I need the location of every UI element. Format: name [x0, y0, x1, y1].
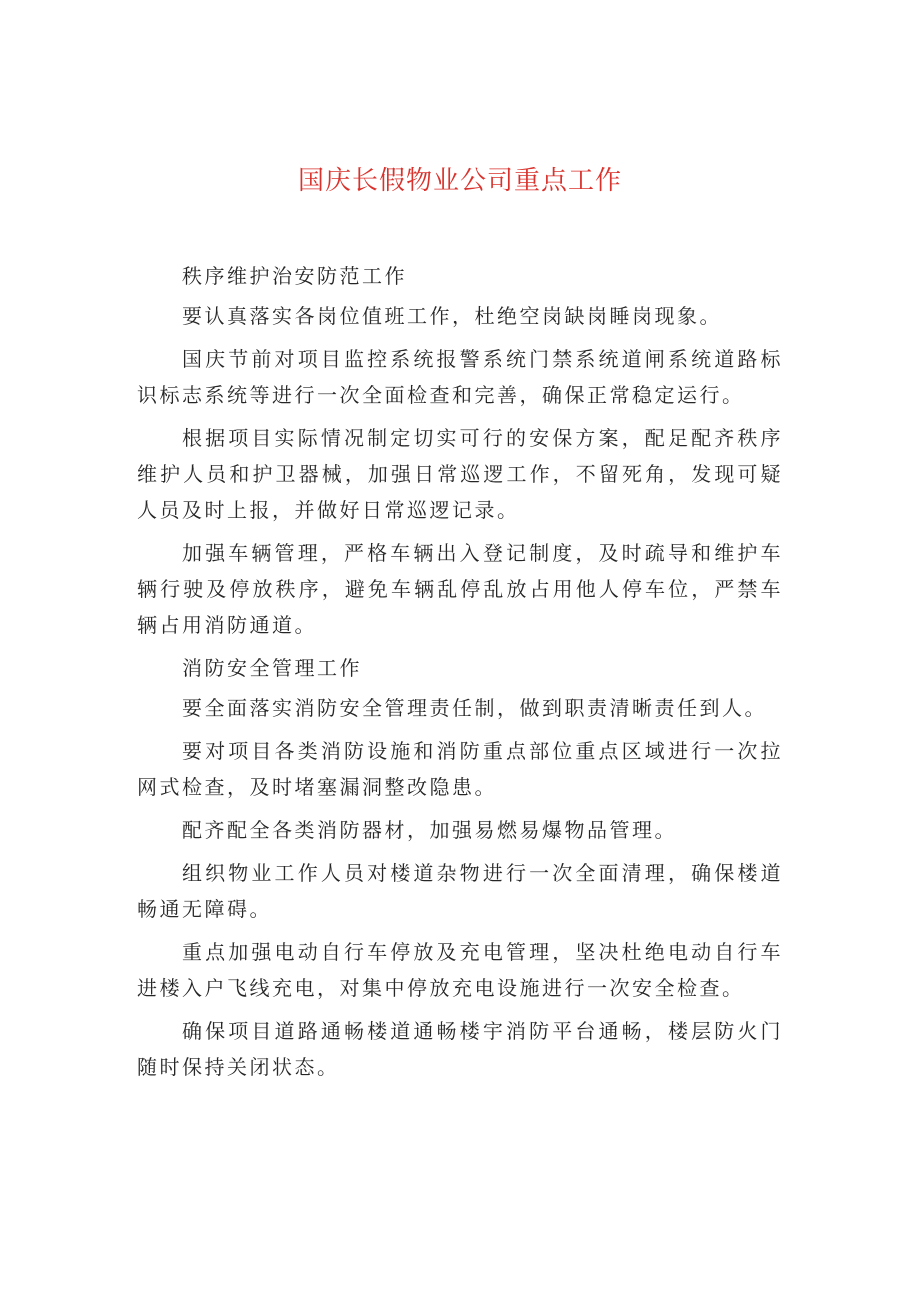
paragraph: 要对项目各类消防设施和消防重点部位重点区域进行一次拉网式检查，及时堵塞漏洞整改隐患。 [137, 739, 783, 799]
paragraph: 组织物业工作人员对楼道杂物进行一次全面清理，确保楼道畅通无障碍。 [137, 861, 783, 921]
paragraph: 确保项目道路通畅楼道通畅楼宇消防平台通畅，楼层防火门随时保持关闭状态。 [137, 1019, 783, 1079]
document-title: 国庆长假物业公司重点工作 [297, 166, 622, 196]
section-heading-security: 秩序维护治安防范工作 [182, 264, 407, 288]
paragraph: 配齐配全各类消防器材，加强易燃易爆物品管理。 [182, 818, 677, 842]
paragraph: 根据项目实际情况制定切实可行的安保方案，配足配齐秩序维护人员和护卫器械，加强日常巡逻工作，不留死角，发现可疑人员及时上报，并做好日常巡逻记录。 [137, 426, 783, 522]
paragraph: 重点加强电动自行车停放及充电管理，坚决杜绝电动自行车进楼入户飞线充电，对集中停放充电设施进行一次安全检查。 [137, 940, 783, 1000]
section-heading-fire-safety: 消防安全管理工作 [182, 656, 362, 680]
paragraph: 加强车辆管理，严格车辆出入登记制度，及时疏导和维护车辆行驶及停放秩序，避免车辆乱停乱放占用他人停车位，严禁车辆占用消防通道。 [137, 541, 783, 637]
paragraph: 国庆节前对项目监控系统报警系统门禁系统道闸系统道路标识标志系统等进行一次全面检查和完善，确保正常稳定运行。 [137, 347, 783, 407]
paragraph: 要全面落实消防安全管理责任制，做到职责清晰责任到人。 [182, 696, 767, 720]
paragraph: 要认真落实各岗位值班工作，杜绝空岗缺岗睡岗现象。 [182, 304, 722, 328]
document-body [137, 258, 783, 1092]
